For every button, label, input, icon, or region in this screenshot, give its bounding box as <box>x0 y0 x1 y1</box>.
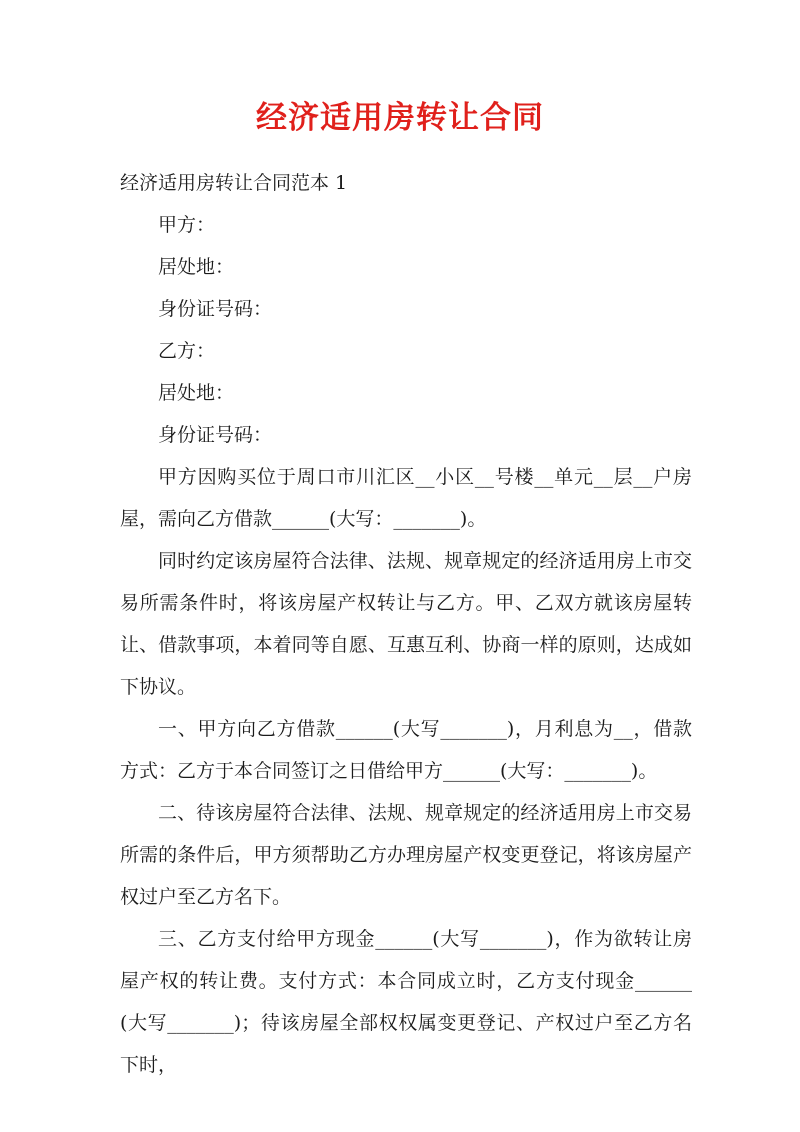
party-a-id-label: 身份证号码： <box>158 298 273 320</box>
paragraph-clause-2: 二、待该房屋符合法律、法规、规章规定的经济适用房上市交易所需的条件后，甲方须帮助乙方办理房屋产权变更登记，将该房屋产权过户至乙方名下。 <box>120 802 692 908</box>
paragraph-purchase-loan: 甲方因购买位于周口市川汇区__小区__号楼__单元__层__户房屋，需向乙方借款______(大写：_______)。 <box>120 466 692 530</box>
paragraph-clause-3: 三、乙方支付给甲方现金______(大写_______)，作为欲转让房屋产权的转让费。支付方式：本合同成立时，乙方支付现金______(大写_______)；待该房屋全部权权属变更登记、产权过户至乙方名下时， <box>120 928 692 1076</box>
paragraph-clause-1: 一、甲方向乙方借款______(大写_______)，月利息为__，借款方式：乙方于本合同签订之日借给甲方______(大写：_______)。 <box>120 718 692 782</box>
document-title: 经济适用房转让合同 <box>256 100 544 136</box>
party-b-address-label: 居处地： <box>158 382 235 404</box>
party-b-id-label: 身份证号码： <box>158 424 273 446</box>
party-b-label: 乙方： <box>158 340 216 362</box>
party-a-label: 甲方： <box>158 214 216 236</box>
document-subtitle: 经济适用房转让合同范本 1 <box>120 172 348 194</box>
paragraph-agreement-intro: 同时约定该房屋符合法律、法规、规章规定的经济适用房上市交易所需条件时，将该房屋产权转让与乙方。甲、乙双方就该房屋转让、借款事项，本着同等自愿、互惠互利、协商一样的原则，达成如下协议。 <box>120 550 692 698</box>
party-a-address-label: 居处地： <box>158 256 235 278</box>
